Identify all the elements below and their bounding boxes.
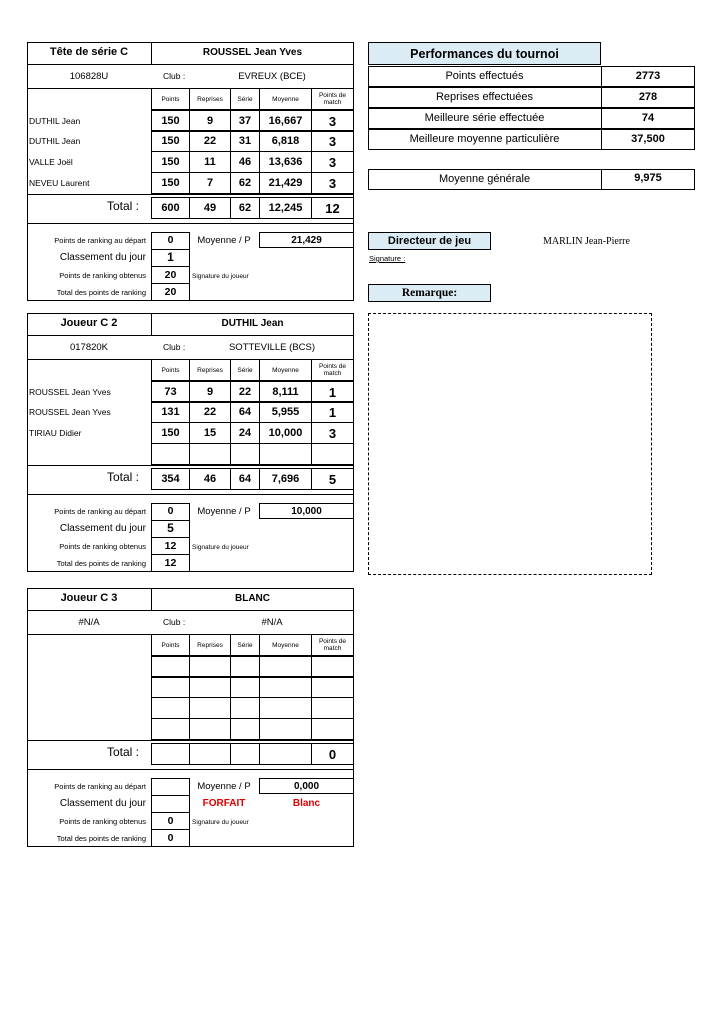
divider <box>151 778 190 779</box>
header-reprises: Reprises <box>189 634 231 656</box>
moyenne-p-label: Moyenne / P <box>197 506 251 517</box>
row-reprises <box>189 656 231 678</box>
total-ranking-label: Total des points de ranking <box>56 559 146 568</box>
club-label: Club : <box>163 342 186 352</box>
row-points <box>151 443 190 465</box>
row-points-match: 1 <box>311 401 354 423</box>
performances-title-text: Performances du tournoi <box>410 46 559 61</box>
moyenne-p-value: 21,429 <box>259 232 354 248</box>
moyenne-generale-label: Moyenne générale <box>438 173 531 185</box>
row-serie: 62 <box>230 172 260 194</box>
classement-label: Classement du jour <box>59 798 146 809</box>
total-serie: 64 <box>230 468 260 490</box>
row-points-match: 3 <box>311 172 354 194</box>
obtenus-label: Points de ranking obtenus <box>59 542 146 551</box>
total-ranking-value: 20 <box>164 286 177 298</box>
classement-label: Classement du jour <box>59 523 146 534</box>
row-reprises: 9 <box>189 381 231 403</box>
row-points-match <box>311 718 354 740</box>
row-moyenne <box>259 718 312 740</box>
total-points-match: 0 <box>311 743 354 765</box>
signature-joueur-label: Signature du joueur <box>192 544 249 551</box>
performance-label: Reprises effectuées <box>435 91 534 103</box>
total-points: 600 <box>151 197 190 219</box>
moyenne-p-label: Moyenne / P <box>197 781 251 792</box>
header-moyenne: Moyenne <box>259 88 312 110</box>
row-reprises: 15 <box>189 422 231 444</box>
total-moyenne: 12,245 <box>259 197 312 219</box>
license-number: 017820K <box>69 342 109 353</box>
ranking-depart-label: Points de ranking au départ <box>54 236 146 245</box>
row-points-match <box>311 443 354 465</box>
row-serie <box>230 718 260 740</box>
row-points <box>151 697 190 719</box>
row-points <box>151 718 190 740</box>
remarque-label: Remarque: <box>401 287 458 299</box>
row-serie <box>230 443 260 465</box>
ranking-depart-label: Points de ranking au départ <box>54 507 146 516</box>
obtenus-value: 0 <box>167 815 174 827</box>
row-points: 150 <box>151 172 190 194</box>
status-forfait: FORFAIT <box>202 798 246 809</box>
header-points: Points <box>151 359 190 381</box>
divider <box>27 740 354 741</box>
ranking-depart-value: 0 <box>167 505 174 517</box>
row-serie <box>230 676 260 698</box>
divider <box>27 465 354 466</box>
directeur-label-box <box>368 232 491 250</box>
opponent-name: VALLE Joël <box>29 157 73 167</box>
total-reprises: 46 <box>189 468 231 490</box>
panel-title: Tête de série C <box>49 46 129 58</box>
divider <box>151 283 190 284</box>
player-name: ROUSSEL Jean Yves <box>202 47 303 58</box>
row-points: 150 <box>151 110 190 132</box>
total-points <box>151 743 190 765</box>
club-label: Club : <box>163 617 186 627</box>
row-points-match: 3 <box>311 110 354 132</box>
row-serie: 46 <box>230 151 260 173</box>
opponent-name: TIRIAU Didier <box>29 428 82 438</box>
row-points: 150 <box>151 130 190 152</box>
total-label: Total : <box>107 470 140 484</box>
total-ranking-label: Total des points de ranking <box>56 834 146 843</box>
signature-joueur-label: Signature du joueur <box>192 819 249 826</box>
divider <box>151 554 190 555</box>
header-moyenne: Moyenne <box>259 359 312 381</box>
moyenne-p-label: Moyenne / P <box>197 235 251 246</box>
divider <box>27 610 354 611</box>
total-serie: 62 <box>230 197 260 219</box>
row-serie <box>230 697 260 719</box>
total-reprises <box>189 743 231 765</box>
header-moyenne: Moyenne <box>259 634 312 656</box>
row-points-match: 3 <box>311 130 354 152</box>
row-serie: 64 <box>230 401 260 423</box>
total-ranking-label: Total des points de ranking <box>56 288 146 297</box>
directeur-signature-label: Signature : <box>369 254 406 263</box>
club-name: #N/A <box>261 617 283 628</box>
divider <box>151 537 190 538</box>
row-points-match <box>311 676 354 698</box>
divider <box>151 503 190 504</box>
row-moyenne: 6,818 <box>259 130 312 152</box>
row-points: 150 <box>151 422 190 444</box>
performance-value: 74 <box>641 112 655 124</box>
opponent-name: DUTHIL Jean <box>29 116 81 126</box>
row-points-match: 1 <box>311 381 354 403</box>
signature-joueur-label: Signature du joueur <box>192 273 249 280</box>
performance-value: 37,500 <box>631 133 665 145</box>
classement-label: Classement du jour <box>59 252 146 263</box>
performances-title <box>368 42 601 65</box>
classement-value: 5 <box>167 521 174 535</box>
row-moyenne: 21,429 <box>259 172 312 194</box>
divider <box>151 266 190 267</box>
club-name: EVREUX (BCE) <box>238 71 306 82</box>
row-serie: 24 <box>230 422 260 444</box>
row-points: 73 <box>151 381 190 403</box>
row-serie: 22 <box>230 381 260 403</box>
total-label: Total : <box>107 199 140 213</box>
license-number: 106828U <box>69 71 109 82</box>
divider <box>151 795 190 796</box>
header-serie: Série <box>230 359 260 381</box>
performance-value: 2773 <box>635 70 661 82</box>
opponent-name: ROUSSEL Jean Yves <box>29 387 111 397</box>
header-points-match: Points de match <box>311 88 354 110</box>
remarque-label-box <box>368 284 491 302</box>
row-points: 131 <box>151 401 190 423</box>
ranking-depart-label: Points de ranking au départ <box>54 782 146 791</box>
row-reprises: 22 <box>189 130 231 152</box>
remarque-area[interactable] <box>368 313 652 575</box>
row-moyenne <box>259 697 312 719</box>
row-points-match <box>311 697 354 719</box>
classement-value: 1 <box>167 250 174 264</box>
moyenne-generale-value: 9,975 <box>634 172 662 184</box>
status-blanc: Blanc <box>292 798 321 809</box>
divider <box>27 223 354 224</box>
header-serie: Série <box>230 88 260 110</box>
obtenus-value: 12 <box>164 540 177 552</box>
row-points-match: 3 <box>311 151 354 173</box>
divider <box>27 194 354 195</box>
total-points-match: 5 <box>311 468 354 490</box>
row-reprises: 9 <box>189 110 231 132</box>
opponent-name: ROUSSEL Jean Yves <box>29 407 111 417</box>
header-points: Points <box>151 88 190 110</box>
row-moyenne <box>259 676 312 698</box>
row-moyenne: 5,955 <box>259 401 312 423</box>
row-points: 150 <box>151 151 190 173</box>
total-moyenne <box>259 743 312 765</box>
total-reprises: 49 <box>189 197 231 219</box>
performance-label: Meilleure moyenne particulière <box>409 133 560 145</box>
obtenus-label: Points de ranking obtenus <box>59 271 146 280</box>
row-moyenne: 16,667 <box>259 110 312 132</box>
row-reprises <box>189 443 231 465</box>
header-points-match: Points de match <box>311 359 354 381</box>
performance-label: Meilleure série effectuée <box>424 112 545 124</box>
row-points-match: 3 <box>311 422 354 444</box>
header-points: Points <box>151 634 190 656</box>
divider <box>27 769 354 770</box>
header-reprises: Reprises <box>189 359 231 381</box>
total-points: 354 <box>151 468 190 490</box>
row-reprises <box>189 697 231 719</box>
row-moyenne: 8,111 <box>259 381 312 403</box>
panel-title: Joueur C 2 <box>60 317 118 329</box>
opponent-name: DUTHIL Jean <box>29 136 81 146</box>
row-points <box>151 676 190 698</box>
row-reprises: 7 <box>189 172 231 194</box>
moyenne-p-value: 0,000 <box>259 778 354 794</box>
row-serie: 37 <box>230 110 260 132</box>
total-ranking-value: 0 <box>167 832 174 844</box>
directeur-name: MARLIN Jean-Pierre <box>543 236 630 247</box>
row-moyenne: 10,000 <box>259 422 312 444</box>
row-reprises: 11 <box>189 151 231 173</box>
player-name: BLANC <box>235 593 270 604</box>
row-serie: 31 <box>230 130 260 152</box>
row-serie <box>230 656 260 678</box>
opponent-name: NEVEU Laurent <box>29 178 90 188</box>
obtenus-label: Points de ranking obtenus <box>59 817 146 826</box>
row-reprises <box>189 676 231 698</box>
total-points-match: 12 <box>311 197 354 219</box>
divider <box>151 812 190 813</box>
row-points <box>151 656 190 678</box>
total-ranking-value: 12 <box>164 557 177 569</box>
row-points-match <box>311 656 354 678</box>
divider <box>27 335 354 336</box>
row-reprises: 22 <box>189 401 231 423</box>
club-label: Club : <box>163 71 186 81</box>
row-moyenne <box>259 443 312 465</box>
row-moyenne: 13,636 <box>259 151 312 173</box>
directeur-label: Directeur de jeu <box>387 235 472 247</box>
total-serie <box>230 743 260 765</box>
header-serie: Série <box>230 634 260 656</box>
row-reprises <box>189 718 231 740</box>
row-moyenne <box>259 656 312 678</box>
obtenus-value: 20 <box>164 269 177 281</box>
total-moyenne: 7,696 <box>259 468 312 490</box>
divider <box>27 64 354 65</box>
panel-title: Joueur C 3 <box>60 592 118 604</box>
divider <box>27 494 354 495</box>
header-reprises: Reprises <box>189 88 231 110</box>
ranking-depart-value: 0 <box>167 234 174 246</box>
header-points-match: Points de match <box>311 634 354 656</box>
performance-label: Points effectués <box>445 70 524 82</box>
divider <box>151 829 190 830</box>
total-label: Total : <box>107 745 140 759</box>
club-name: SOTTEVILLE (BCS) <box>228 342 316 353</box>
moyenne-p-value: 10,000 <box>259 503 354 519</box>
player-name: DUTHIL Jean <box>221 318 284 329</box>
license-number: #N/A <box>78 617 100 628</box>
performance-value: 278 <box>638 91 658 103</box>
divider <box>151 232 190 233</box>
